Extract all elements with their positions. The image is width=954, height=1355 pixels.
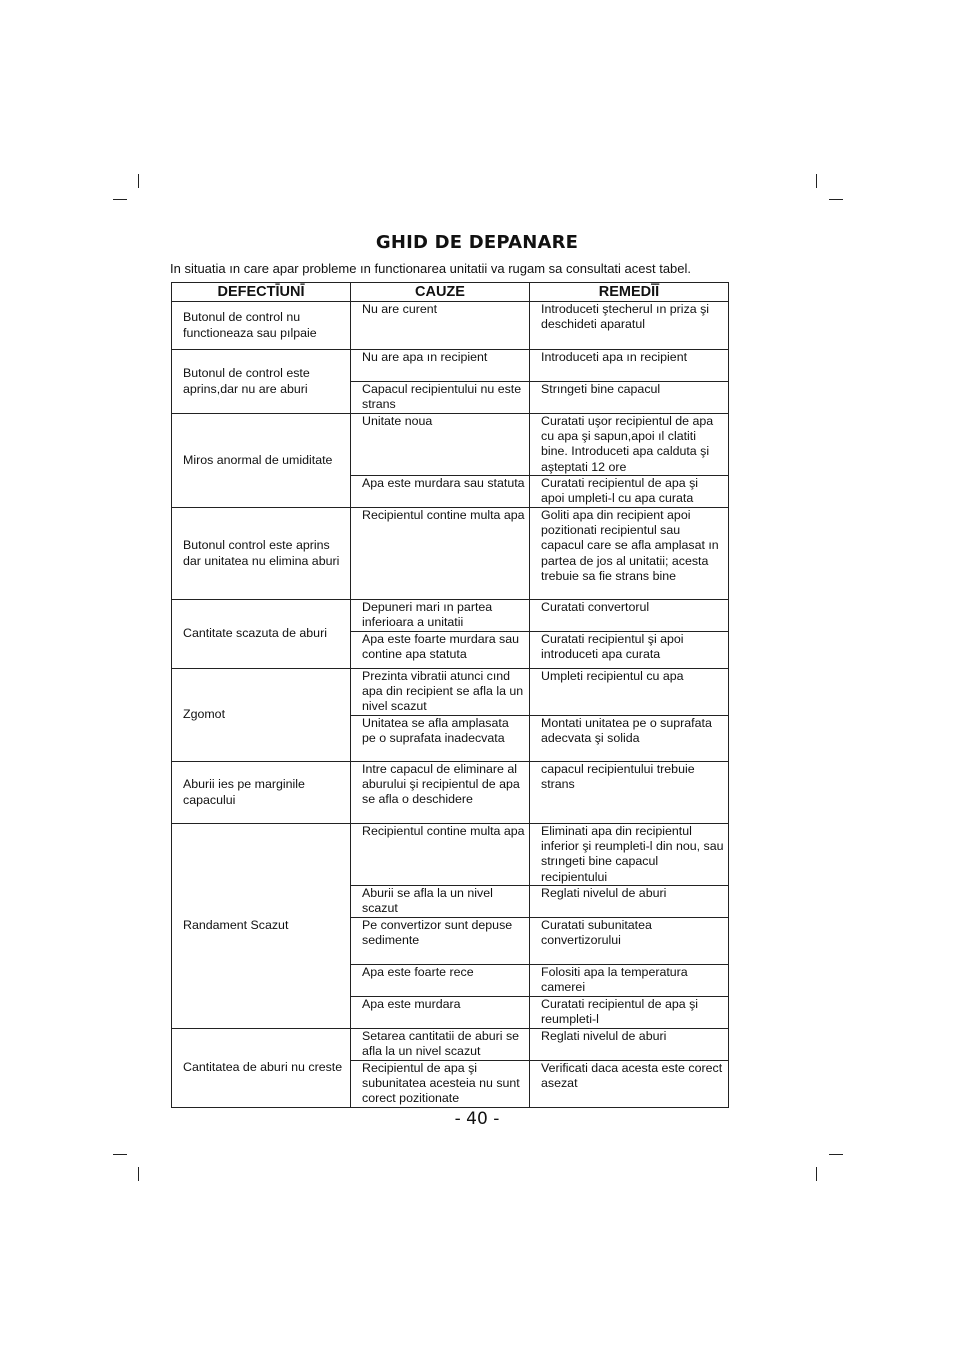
cause-cell: Setarea cantitatii de aburi se afla la un nivel scazut: [351, 1029, 530, 1061]
cause-cell: Intre capacul de eliminare al aburului şi recipientul de apa se afla o deschidere: [351, 762, 530, 824]
problem-cell: Butonul de control nu functioneaza sau pılpaie: [172, 302, 351, 350]
remedy-cell: Curatati uşor recipientul de apa cu apa şi sapun,apoi ıl clatiti bine. Introduceti apa calduta şi aşteptati 12 ore: [530, 414, 729, 476]
table-row: [172, 302, 729, 350]
crop-mark: [113, 199, 127, 200]
table-header: [172, 283, 729, 302]
table-row: [172, 824, 729, 886]
cause-cell: Apa este murdara: [351, 997, 530, 1029]
crop-mark: [829, 199, 843, 200]
remedy-cell: Strıngeti bine capacul: [530, 382, 729, 414]
remedy-cell: Reglati nivelul de aburi: [530, 1029, 729, 1061]
crop-mark: [816, 1167, 817, 1181]
crop-mark: [138, 1167, 139, 1181]
table-header-row: [172, 283, 729, 302]
remedy-cell: Introduceti ştecherul ın priza şi deschideti aparatul: [530, 302, 729, 350]
problem-cell: Butonul de control este aprins,dar nu are aburi: [172, 350, 351, 414]
header-remedies: REMEDĪĪ: [530, 283, 729, 302]
remedy-cell: capacul recipientului trebuie strans: [530, 762, 729, 824]
problem-cell: Cantitatea de aburi nu creste: [172, 1029, 351, 1108]
table-row: [172, 350, 729, 382]
crop-mark: [816, 174, 817, 188]
remedy-cell: Verificati daca acesta este corect asezat: [530, 1061, 729, 1108]
crop-mark: [829, 1154, 843, 1155]
intro-text: In situatia ın care apar probleme ın functionarea unitatii va rugam sa consultati acest tabel.: [170, 261, 692, 276]
crop-mark: [113, 1154, 127, 1155]
remedy-cell: Folositi apa la temperatura camerei: [530, 965, 729, 997]
cause-cell: Nu are apa ın recipient: [351, 350, 530, 382]
table-row: [172, 762, 729, 824]
cause-cell: Apa este foarte rece: [351, 965, 530, 997]
cause-cell: Apa este foarte murdara sau contine apa statuta: [351, 632, 530, 669]
table-row: [172, 669, 729, 716]
cause-cell: Unitate noua: [351, 414, 530, 476]
cause-cell: Pe convertizor sunt depuse sedimente: [351, 918, 530, 965]
table-body: [172, 302, 729, 1108]
remedy-cell: Curatati convertorul: [530, 600, 729, 632]
remedy-cell: Umpleti recipientul cu apa: [530, 669, 729, 716]
table-row: [172, 414, 729, 476]
cause-cell: Depuneri mari ın partea inferioara a unitatii: [351, 600, 530, 632]
problem-cell: Miros anormal de umiditate: [172, 414, 351, 508]
remedy-cell: Curatati recipientul de apa şi apoi umpleti-l cu apa curata: [530, 476, 729, 508]
crop-mark: [138, 174, 139, 188]
table-row: [172, 508, 729, 600]
problem-cell: Aburii ies pe marginile capacului: [172, 762, 351, 824]
cause-cell: Recipientul contine multa apa: [351, 508, 530, 600]
page-number: - 40 -: [454, 1109, 500, 1129]
remedy-cell: Montati unitatea pe o suprafata adecvata şi solida: [530, 716, 729, 762]
remedy-cell: Introduceti apa ın recipient: [530, 350, 729, 382]
problem-cell: Cantitate scazuta de aburi: [172, 600, 351, 669]
cause-cell: Recipientul de apa şi subunitatea acesteia nu sunt corect pozitionate: [351, 1061, 530, 1108]
remedy-cell: Curatati recipientul de apa şi reumpleti-l: [530, 997, 729, 1029]
table-row: [172, 600, 729, 632]
cause-cell: Capacul recipientului nu este strans: [351, 382, 530, 414]
troubleshooting-table: [171, 282, 729, 1108]
cause-cell: Nu are curent: [351, 302, 530, 350]
cause-cell: Unitatea se afla amplasata pe o suprafata inadecvata: [351, 716, 530, 762]
cause-cell: Apa este murdara sau statuta: [351, 476, 530, 508]
problem-cell: Butonul control este aprins dar unitatea nu elimina aburi: [172, 508, 351, 600]
page-title: GHID DE DEPANARE: [375, 232, 579, 253]
remedy-cell: Goliti apa din recipient apoi pozitionati recipientul sau capacul care se afla amplasat ın partea de jos al unitatii; acesta trebuie sa fie strans bine: [530, 508, 729, 600]
remedy-cell: Reglati nivelul de aburi: [530, 886, 729, 918]
cause-cell: Aburii se afla la un nivel scazut: [351, 886, 530, 918]
troubleshooting-table-container: [171, 282, 728, 1108]
remedy-cell: Curatati subunitatea convertizorului: [530, 918, 729, 965]
table-row: [172, 1029, 729, 1061]
problem-cell: Zgomot: [172, 669, 351, 762]
remedy-cell: Eliminati apa din recipientul inferior şi reumpleti-l din nou, sau strıngeti bine capacul recipientului: [530, 824, 729, 886]
cause-cell: Prezinta vibratii atunci cınd apa din recipient se afla la un nivel scazut: [351, 669, 530, 716]
header-causes: CAUZE: [351, 283, 530, 302]
header-defects: DEFECTĪUNĪ: [172, 283, 351, 302]
cause-cell: Recipientul contine multa apa: [351, 824, 530, 886]
problem-cell: Randament Scazut: [172, 824, 351, 1029]
remedy-cell: Curatati recipientul şi apoi introduceti apa curata: [530, 632, 729, 669]
